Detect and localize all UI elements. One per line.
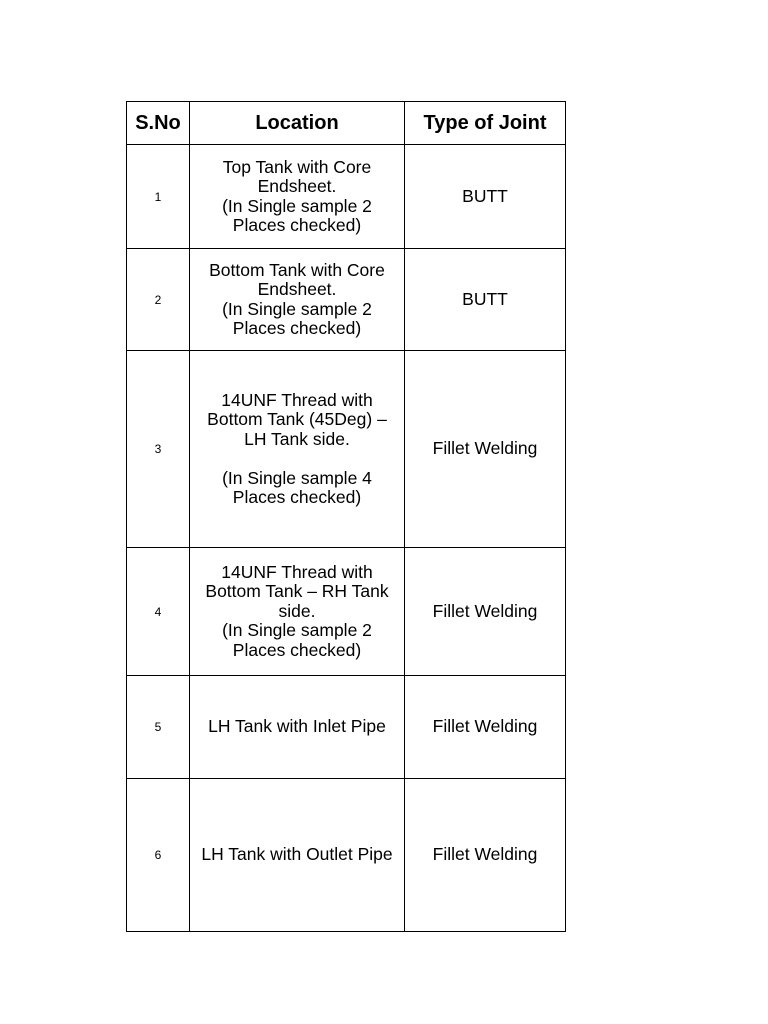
table-row [127, 351, 566, 548]
row-joint-type: BUTT [405, 249, 566, 351]
row-joint-type: Fillet Welding [405, 779, 566, 932]
location-line: (In Single sample 2 [222, 620, 372, 641]
location-line: Places checked) [232, 215, 362, 235]
row-location [190, 351, 405, 548]
location-line: side. [278, 600, 316, 621]
location-line: Bottom Tank – RH Tank [205, 581, 389, 602]
location-line: Places checked) [232, 487, 362, 507]
row-location [190, 249, 405, 351]
row-sno: 5 [127, 676, 190, 779]
row-location [190, 548, 405, 676]
header-row [127, 102, 566, 145]
location-line: (In Single sample 4 [222, 467, 372, 488]
row-sno: 4 [127, 548, 190, 676]
row-location [190, 676, 405, 779]
table-row [127, 779, 566, 932]
row-location [190, 779, 405, 932]
location-line: Endsheet. [257, 279, 337, 299]
header-type: Type of Joint [405, 102, 566, 145]
location-line: Endsheet. [257, 176, 337, 196]
location-line: LH Tank side. [244, 428, 350, 449]
table-row [127, 676, 566, 779]
location-line: LH Tank with Outlet Pipe [201, 844, 393, 865]
location-line: Bottom Tank with Core [209, 259, 385, 280]
location-line: (In Single sample 2 [222, 195, 372, 216]
location-line: LH Tank with Inlet Pipe [208, 716, 386, 737]
row-sno: 3 [127, 351, 190, 548]
location-blank-line [192, 449, 402, 469]
row-joint-type: Fillet Welding [405, 548, 566, 676]
location-line: Top Tank with Core [222, 156, 372, 177]
row-location [190, 145, 405, 249]
row-sno: 1 [127, 145, 190, 249]
location-line: Bottom Tank (45Deg) – [207, 409, 387, 429]
row-sno: 2 [127, 249, 190, 351]
table-row [127, 249, 566, 351]
location-line: 14UNF Thread with [221, 389, 373, 410]
row-joint-type: Fillet Welding [405, 676, 566, 779]
table-body [127, 145, 566, 932]
location-line: (In Single sample 2 [222, 298, 372, 319]
header-location: Location [190, 102, 405, 145]
header-sno: S.No [127, 102, 190, 145]
location-line: 14UNF Thread with [221, 561, 373, 582]
table-row [127, 548, 566, 676]
table-row [127, 145, 566, 249]
location-line: Places checked) [232, 639, 362, 660]
location-line: Places checked) [232, 318, 362, 338]
row-joint-type: Fillet Welding [405, 351, 566, 548]
row-sno: 6 [127, 779, 190, 932]
joint-table [126, 101, 566, 932]
row-joint-type: BUTT [405, 145, 566, 249]
